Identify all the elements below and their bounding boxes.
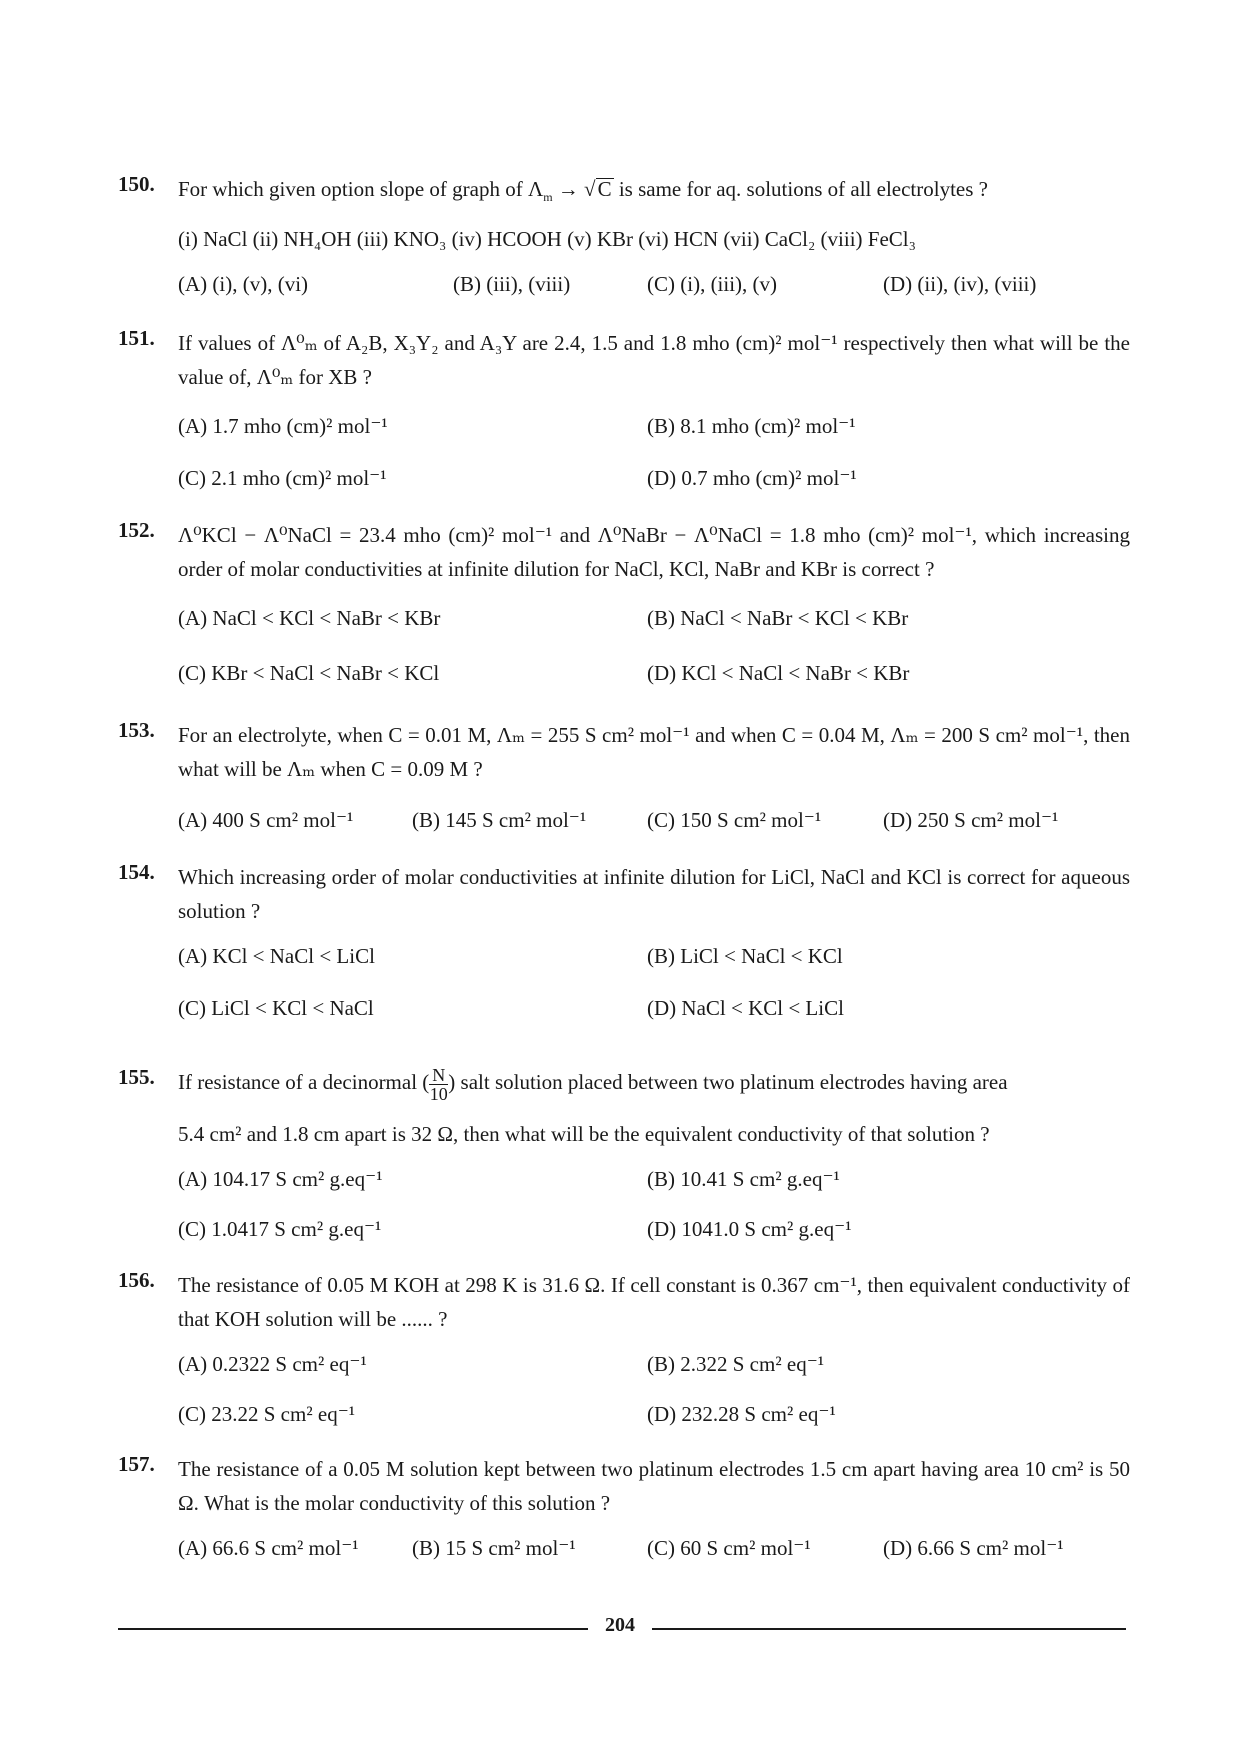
option-a: (A) 400 S cm² mol⁻¹ <box>178 808 354 832</box>
question-line-2: 5.4 cm² and 1.8 cm apart is 32 Ω, then what will be the equivalent conductivity of that solution ? <box>178 1122 990 1146</box>
question-text: The resistance of a 0.05 M solution kept between two platinum electrodes 1.5 cm apart having area 10 cm² is 50 Ω. What is the molar conductivity of this solution ? <box>178 1457 1130 1515</box>
option-d: (D) 6.66 S cm² mol⁻¹ <box>883 1536 1064 1560</box>
option-c: (C) 1.0417 S cm² g.eq⁻¹ <box>178 1217 382 1241</box>
question-number: 157. <box>118 1452 155 1476</box>
question-text: For an electrolyte, when C = 0.01 M, Λₘ = 255 S cm² mol⁻¹ and when C = 0.04 M, Λₘ = 200 S cm² mol⁻¹, then what will be Λₘ when C = 0.09 M ? <box>178 723 1130 781</box>
option-c: (C) KBr < NaCl < NaBr < KCl <box>178 661 440 685</box>
option-c: (C) 2.1 mho (cm)² mol⁻¹ <box>178 466 387 490</box>
option-d: (D) 0.7 mho (cm)² mol⁻¹ <box>647 466 857 490</box>
fraction-n-over-10: $\frac{N}{10}$ <box>429 1064 448 1104</box>
question-text: The resistance of 0.05 M KOH at 298 K is 31.6 Ω. If cell constant is 0.367 cm⁻¹, then equivalent conductivity of that KOH solution will be ...... ? <box>178 1273 1130 1331</box>
option-b: (B) 8.1 mho (cm)² mol⁻¹ <box>647 414 856 438</box>
question-number: 150. <box>118 172 155 196</box>
question-number: 156. <box>118 1268 155 1292</box>
option-b: (B) 2.322 S cm² eq⁻¹ <box>647 1352 825 1376</box>
footer-rule-right <box>652 1628 1126 1630</box>
option-a: (A) NaCl < KCl < NaBr < KBr <box>178 606 441 630</box>
option-a: (A) 0.2322 S cm² eq⁻¹ <box>178 1352 367 1376</box>
option-a: (A) (i), (v), (vi) <box>178 272 309 296</box>
option-a: (A) 104.17 S cm² g.eq⁻¹ <box>178 1167 383 1191</box>
option-a: (A) 66.6 S cm² mol⁻¹ <box>178 1536 359 1560</box>
option-d: (D) (ii), (iv), (viii) <box>883 272 1037 296</box>
question-text: For which given option slope of graph of $\Lambda_m \to √C$ is same for aq. solutions of all electrolytes ? <box>178 172 1130 206</box>
question-number: 155. <box>118 1065 155 1089</box>
option-b: (B) (iii), (viii) <box>453 272 571 296</box>
option-c: (C) 150 S cm² mol⁻¹ <box>647 808 822 832</box>
option-d: (D) KCl < NaCl < NaBr < KBr <box>647 661 910 685</box>
option-c: (C) 23.22 S cm² eq⁻¹ <box>178 1402 356 1426</box>
question-text: If resistance of a decinormal ( $\frac{N}{10}$ ) salt solution placed between two platinum electrodes having area <box>178 1064 1008 1104</box>
sqrt-symbol: √C <box>584 177 612 201</box>
option-d: (D) 1041.0 S cm² g.eq⁻¹ <box>647 1217 852 1241</box>
question-number: 153. <box>118 718 155 742</box>
option-d: (D) NaCl < KCl < LiCl <box>647 996 844 1020</box>
question-number: 151. <box>118 326 155 350</box>
question-line-2: (i) NaCl (ii) NH₄OH (iii) KNO₃ (iv) HCOOH (v) KBr (vi) HCN (vii) CaCl₂ (viii) FeCl₃ <box>178 227 916 251</box>
option-c: (C) LiCl < KCl < NaCl <box>178 996 374 1020</box>
option-d: (D) 232.28 S cm² eq⁻¹ <box>647 1402 836 1426</box>
question-number: 152. <box>118 518 155 542</box>
question-text: Λ⁰KCl − Λ⁰NaCl = 23.4 mho (cm)² mol⁻¹ and Λ⁰NaBr − Λ⁰NaCl = 1.8 mho (cm)² mol⁻¹, which increasing order of molar conductivities at infinite dilution for NaCl, KCl, NaBr and KBr is correct ? <box>178 523 1130 581</box>
option-b: (B) NaCl < NaBr < KCl < KBr <box>647 606 909 630</box>
question-number: 154. <box>118 860 155 884</box>
option-b: (B) 15 S cm² mol⁻¹ <box>412 1536 576 1560</box>
option-a: (A) KCl < NaCl < LiCl <box>178 944 375 968</box>
footer-rule-left <box>118 1628 588 1630</box>
option-b: (B) 145 S cm² mol⁻¹ <box>412 808 587 832</box>
page-number: 204 <box>605 1614 635 1636</box>
option-c: (C) 60 S cm² mol⁻¹ <box>647 1536 811 1560</box>
option-d: (D) 250 S cm² mol⁻¹ <box>883 808 1059 832</box>
option-b: (B) 10.41 S cm² g.eq⁻¹ <box>647 1167 840 1191</box>
question-text: If values of Λ⁰ₘ of A₂B, X₃Y₂ and A₃Y are 2.4, 1.5 and 1.8 mho (cm)² mol⁻¹ respectively then what will be the value of, Λ⁰ₘ for XB ? <box>178 331 1130 389</box>
option-b: (B) LiCl < NaCl < KCl <box>647 944 843 968</box>
option-a: (A) 1.7 mho (cm)² mol⁻¹ <box>178 414 388 438</box>
question-text: Which increasing order of molar conductivities at infinite dilution for LiCl, NaCl and KCl is correct for aqueous solution ? <box>178 865 1130 923</box>
option-c: (C) (i), (iii), (v) <box>647 272 778 296</box>
